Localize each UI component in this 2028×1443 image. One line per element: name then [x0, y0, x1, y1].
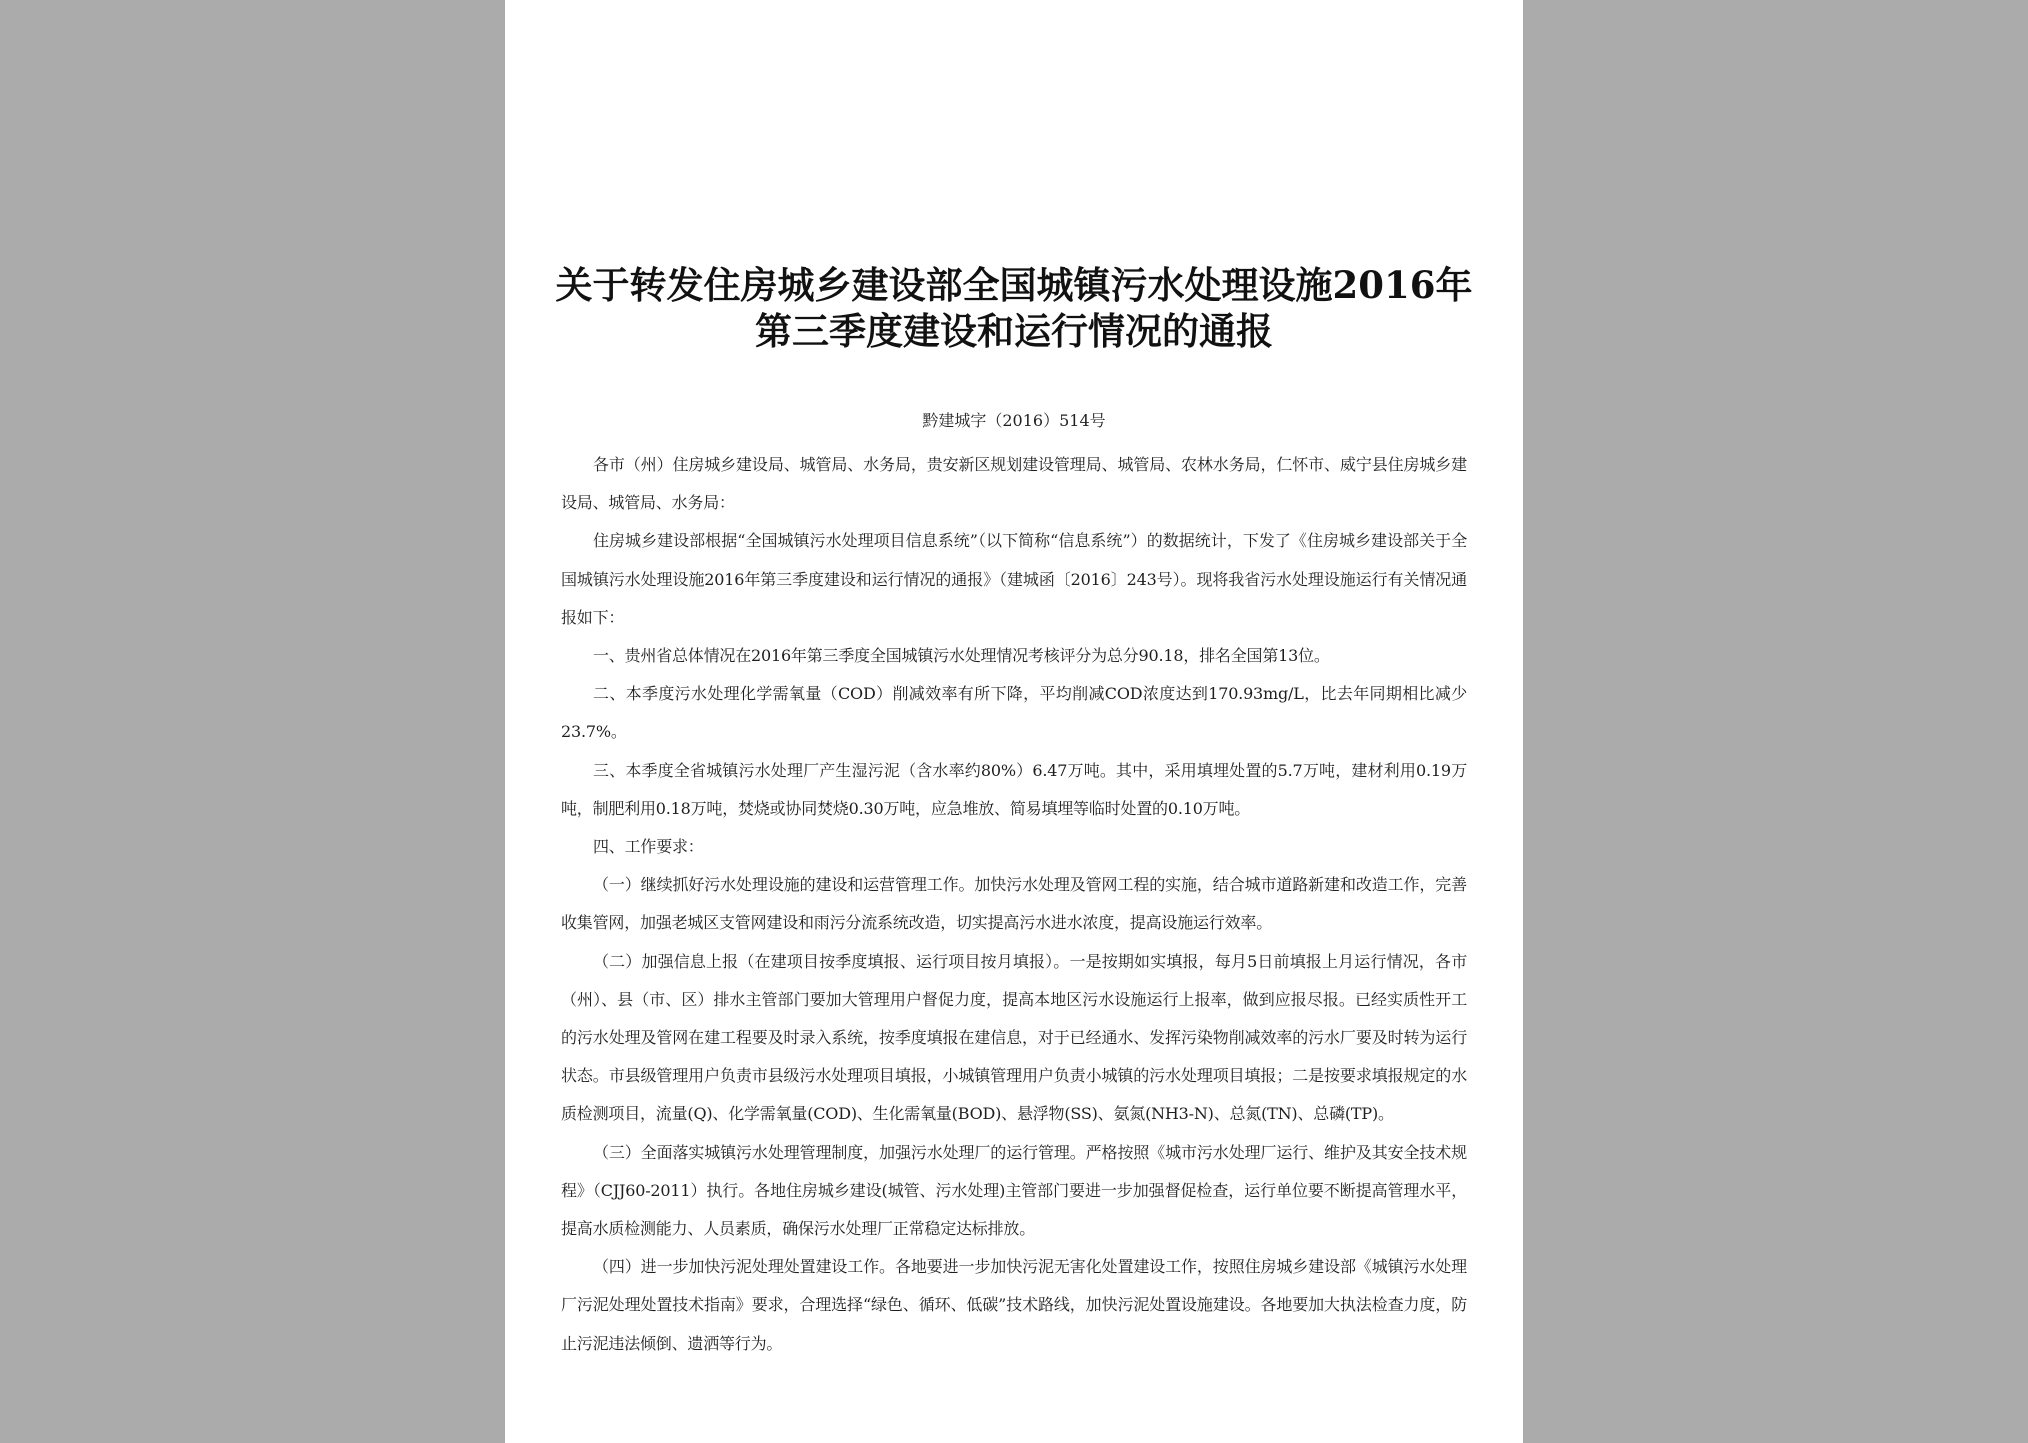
paragraph-point-2: 二、本季度污水处理化学需氧量（COD）削减效率有所下降，平均削减COD浓度达到170.93mg/L，比去年同期相比减少23.7%。	[561, 684, 1467, 742]
document-number: 黔建城字（2016）514号	[922, 411, 1106, 430]
title-line-2: 第三季度建设和运行情况的通报	[755, 309, 1273, 353]
document-title	[545, 262, 1483, 354]
document-page	[505, 0, 1523, 1443]
paragraph-requirement-3: （三）全面落实城镇污水处理管理制度，加强污水处理厂的运行管理。严格按照《城市污水处理厂运行、维护及其安全技术规程》（CJJ60-2011）执行。各地住房城乡建设(城管、污水处理)主管部门要进一步加强督促检查，运行单位要不断提高管理水平，提高水质检测能力、人员素质，确保污水处理厂正常稳定达标排放。	[561, 1142, 1467, 1239]
document-body	[561, 446, 1467, 1363]
paragraph-point-1: 一、贵州省总体情况在2016年第三季度全国城镇污水处理情况考核评分为总分90.18，排名全国第13位。	[593, 646, 1330, 666]
paragraph-requirement-1: （一）继续抓好污水处理设施的建设和运营管理工作。加快污水处理及管网工程的实施，结合城市道路新建和改造工作，完善收集管网，加强老城区支管网建设和雨污分流系统改造，切实提高污水进水浓度，提高设施运行效率。	[561, 875, 1467, 933]
paragraph-requirement-2: （二）加强信息上报（在建项目按季度填报、运行项目按月填报）。一是按期如实填报，每月5日前填报上月运行情况，各市（州）、县（市、区）排水主管部门要加大管理用户督促力度，提高本地区污水设施运行上报率，做到应报尽报。已经实质性开工的污水处理及管网在建工程要及时录入系统，按季度填报在建信息，对于已经通水、发挥污染物削减效率的污水厂要及时转为运行状态。市县级管理用户负责市县级污水处理项目填报，小城镇管理用户负责小城镇的污水处理项目填报；二是按要求填报规定的水质检测项目，流量(Q)、化学需氧量(COD)、生化需氧量(BOD)、悬浮物(SS)、氨氮(NH3-N)、总氮(TN)、总磷(TP)。	[561, 951, 1467, 1124]
title-line-1: 关于转发住房城乡建设部全国城镇污水处理设施2016年	[555, 263, 1473, 307]
paragraph-intro: 住房城乡建设部根据“全国城镇污水处理项目信息系统”（以下简称“信息系统”）的数据统计，下发了《住房城乡建设部关于全国城镇污水处理设施2016年第三季度建设和运行情况的通报》（建城函〔2016〕243号）。现将我省污水处理设施运行有关情况通报如下：	[561, 531, 1467, 627]
paragraph-requirement-4: （四）进一步加快污泥处理处置建设工作。各地要进一步加快污泥无害化处置建设工作，按照住房城乡建设部《城镇污水处理厂污泥处理处置技术指南》要求，合理选择“绿色、循环、低碳”技术路线，加快污泥处置设施建设。各地要加大执法检查力度，防止污泥违法倾倒、遗洒等行为。	[561, 1257, 1467, 1353]
paragraph-point-3: 三、本季度全省城镇污水处理厂产生湿污泥（含水率约80%）6.47万吨。其中，采用填埋处置的5.7万吨，建材利用0.19万吨，制肥利用0.18万吨，焚烧或协同焚烧0.30万吨，应急堆放、简易填埋等临时处置的0.10万吨。	[561, 760, 1467, 818]
paragraph-point-4-heading: 四、工作要求：	[593, 837, 704, 857]
paragraph-addressees: 各市（州）住房城乡建设局、城管局、水务局，贵安新区规划建设管理局、城管局、农林水务局，仁怀市、威宁县住房城乡建设局、城管局、水务局：	[561, 455, 1467, 513]
